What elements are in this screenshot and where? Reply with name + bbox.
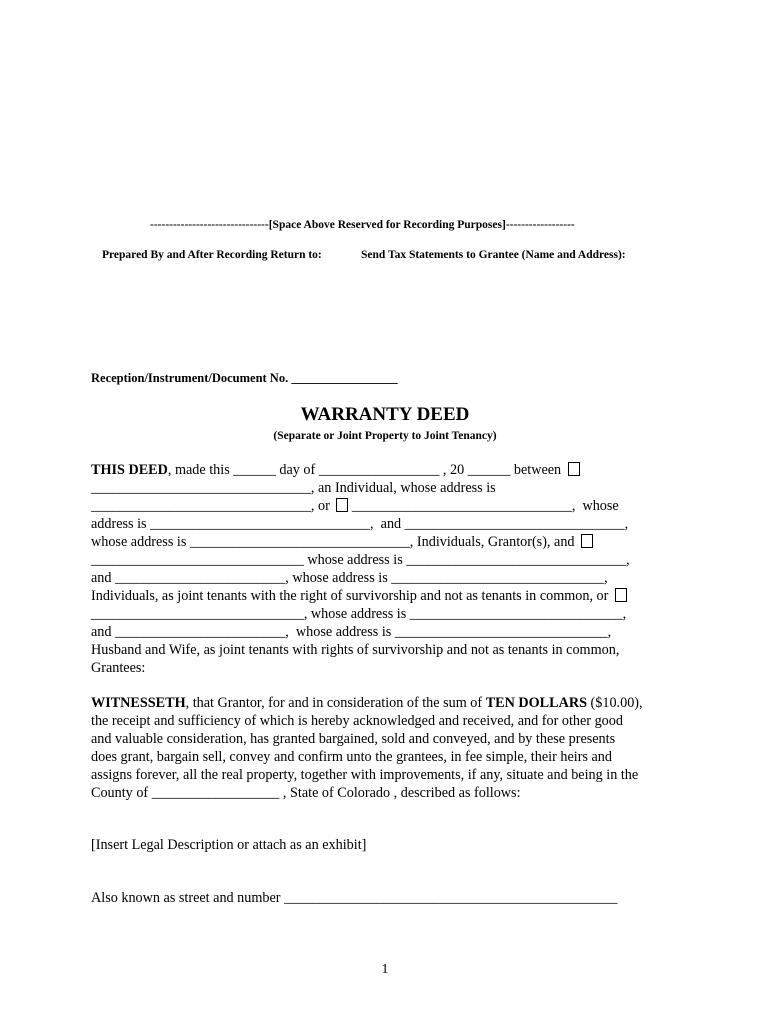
ten-dollars-label: TEN DOLLARS (485, 695, 587, 711)
deed-line-9: ______________________________, whose address is ______________________________, (91, 606, 627, 622)
this-deed-label: THIS DEED (91, 462, 168, 478)
witness-line-4: does grant, bargain sell, convey and confirm unto the grantees, in fee simple, their heirs and (91, 749, 612, 765)
deed-line-4: address is _______________________________, and _______________________________, (91, 516, 629, 532)
deed-line-3 (91, 497, 619, 515)
deed-line-12: Grantees: (91, 660, 146, 676)
document-subtitle: (Separate or Joint Property to Joint Tenancy) (273, 430, 497, 442)
witness-line-2: the receipt and sufficiency of which is hereby acknowledged and received, and for other good (91, 713, 623, 729)
checkbox-grantee-husband-wife[interactable] (615, 588, 627, 602)
deed-line-6: ______________________________ whose address is _______________________________, (91, 552, 630, 568)
deed-line-5-text: whose address is _______________________________, Individuals, Grantor(s), and (91, 534, 575, 550)
checkbox-grantor-individual[interactable] (568, 462, 580, 476)
deed-line-11: Husband and Wife, as joint tenants with rights of survivorship and not as tenants in common, (91, 642, 620, 658)
send-tax-label: Send Tax Statements to Grantee (Name and Address): (361, 249, 626, 261)
reception-number: Reception/Instrument/Document No. _________________ (91, 371, 398, 385)
deed-line-3-rest: _______________________________, whose (351, 498, 619, 514)
checkbox-grantor-or[interactable] (336, 498, 348, 512)
witness-line-1 (91, 694, 643, 712)
document-title: WARRANTY DEED (300, 404, 470, 425)
witness-line-1a: , that Grantor, for and in consideration of the sum of (185, 695, 486, 711)
street-address-line: Also known as street and number _______________________________________________ (91, 890, 618, 906)
deed-line-8 (91, 587, 627, 605)
deed-line-10: and ________________________, whose address is ______________________________, (91, 624, 612, 640)
checkbox-grantee-individuals[interactable] (581, 534, 593, 548)
deed-line-1-text: , made this ______ day of _________________ , 20 ______ between (167, 462, 562, 478)
deed-line-1 (91, 461, 580, 479)
page-number: 1 (381, 962, 389, 977)
witness-line-3: and valuable consideration, has granted bargained, sold and conveyed, and by these presents (91, 731, 616, 747)
deed-line-3-text: _______________________________, or (91, 498, 330, 514)
witnesseth-label: WITNESSETH (91, 695, 186, 711)
witness-line-5: assigns forever, all the real property, together with improvements, if any, situate and being in the (91, 767, 639, 783)
witness-line-6: County of __________________ , State of Colorado , described as follows: (91, 785, 521, 801)
deed-line-8-text: Individuals, as joint tenants with the right of survivorship and not as tenants in common, or (91, 588, 609, 604)
deed-line-7: and ________________________, whose address is ______________________________, (91, 570, 608, 586)
witness-line-1b: ($10.00), (587, 695, 643, 711)
legal-description-placeholder: [Insert Legal Description or attach as an exhibit] (91, 837, 367, 853)
deed-line-2: _______________________________, an Individual, whose address is (91, 480, 496, 496)
deed-line-5 (91, 533, 593, 551)
prepared-by-label: Prepared By and After Recording Return to: (102, 249, 322, 261)
recording-reserved-line: -------------------------------[Space Above Reserved for Recording Purposes]------------------ (150, 219, 575, 231)
